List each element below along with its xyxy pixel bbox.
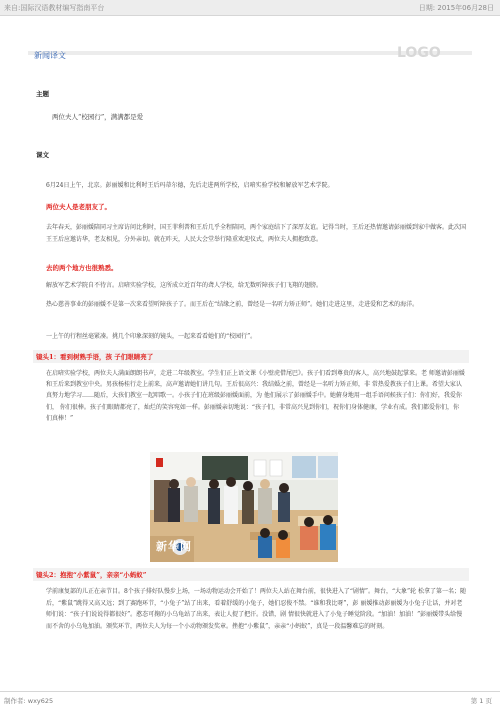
page-header [0,0,500,16]
paragraph-4: 热心慈善事业的彭丽媛不是第一次来看望听障孩子了。而王后在“结缘之前，曾经是一名听力矫正师”。她们走进这里，走进爱和艺术的海洋。 [46,301,419,308]
red-heading-2: 去的两个地方也很熟悉。 [46,264,118,272]
footer-divider [0,691,500,692]
paragraph-5: 一上午的行程丝毫紧凑。挑几个印象深刻的镜头，一起来看看她们的“校园行”。 [46,333,257,340]
paragraph-7: 学前康复部的儿正在亲节目。8个孩子排好队慢步上场，一场动物运动会开始了！两位夫人站在舞台前，很快进入了“剧情”。舞台，“大象”轮 松拿了第一名；随后，“紫鼠”跳得又高又远；到了赛跑环节，“小兔子”站了出来，看着舒缓的小兔子，她们忍俊不禁。“谁和我比呀”，彭 丽媛推动彭丽媛为小兔子让话，并对老师们说：“孩子们说说得都很好”。憨态可掬的小乌龟站了出来，表让人捉了把汗。没错，剧 情很快就进入了小兔子睡觉阶段。“加油！加油！”彭丽媛带头给慢而不舍的小乌龟加油。颁奖环节，两位夫人为每一个小动物颁发奖章。挫抱“小紫鼠”，亲亲“小蚂蚁”，真是一段温馨难忘的时刻。 [46,588,466,630]
category-title: 新闻译文 [34,51,66,60]
source-label: 来自:国际汉语教材编写指南平台 [4,4,105,12]
paragraph-2: 去年春天，彭丽媛陪同习主席访问比利时，国王菲利普和王后几乎全程陪同，两个家庭结下了深厚友谊。记得当时，王后还热情邀请彭丽媛到家中做客。此次国王王后应邀访华，老友相见，分外亲切。就在昨天，人民大会堂举行隆重欢迎仪式，两位夫人拥抱致意。 [46,224,467,243]
date-label: 日期: 2015年06月28日 [418,4,494,12]
article-title: 两位夫人“校园行”，满满都是爱 [52,113,144,121]
section-heading-2-text: 镜头2：抱抱“小紫鼠”，亲亲“小蚂蚁” [36,571,147,579]
paragraph-1: 6月24日上午，北京。彭丽媛和比利时王后玛蒂尔德，先后走进两所学校，启喑实验学校和解放军艺术学院。 [46,182,334,189]
paragraph-3: 解放军艺术学院自不待言。启喑实验学校，这所成立近百年的聋人学校，给无数听障孩子们飞翔的翅膀。 [46,282,323,289]
paragraph-6: 在启喑实验学校，两位夫人满面朗朗书声，走进二年级教室。学生们正上语文课《小壁虎借尾巴》。孩子们看到尊贵的客人，高兴地鼓起掌来。老 师邀请彭丽媛和王后来到教室中央。男孩杨桂行走上前来，高声邀请她们讲几句。王后很高兴：我结婚之前，曾经是一名听力矫正师，非 常热爱教孩子们上课。希望大家认真努力地学习……随后，大孩们教室一起唱歌一。小孩子们在班级彭丽媛面前，为 他们展示了彭丽媛手中。她俯身地用一组手语问候孩子们：你们好，我爱你们， 你们很棒。孩子们眼睛都亮了，灿烂的笑容宛如一样。彭丽媛亲切地说：“孩子们，非常高兴见到你们，祝你们身体健康，学业有成。我们都爱你们，你 们真棒！” [46,370,465,422]
text-label: 课文 [36,151,49,159]
section-heading-1 [33,350,469,363]
news-photo [150,452,338,562]
section-heading-1-text: 镜头1：看到树熟手语，孩 子们眼睛亮了 [36,353,154,361]
footer-page-number: 第 1 页 [470,697,492,705]
red-heading-1: 两位夫人是老朋友了。 [46,203,111,211]
photo-watermark: 新华网 [156,540,192,553]
section-heading-2 [33,568,469,581]
logo: LOGO [397,45,441,61]
theme-label: 主题 [36,90,49,98]
footer-author: 制作者: wxy625 [4,697,54,705]
